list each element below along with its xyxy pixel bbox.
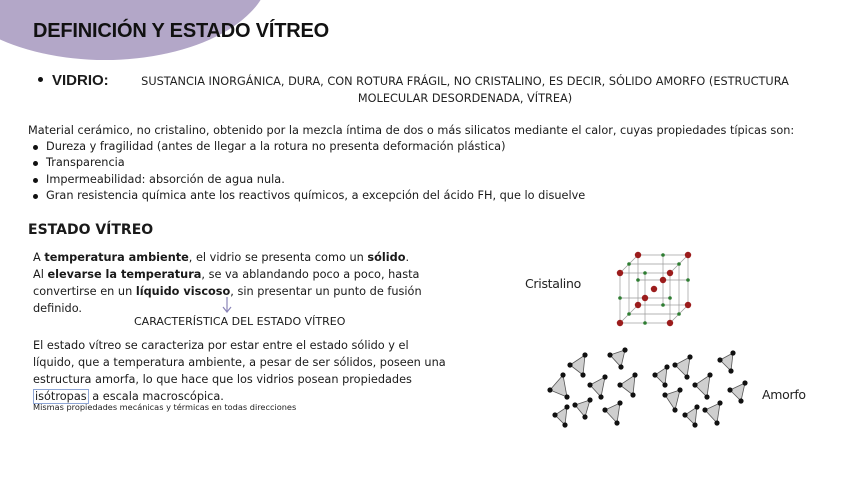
bullet-icon xyxy=(38,77,43,82)
paragraph-temperature: A temperatura ambiente, el vidrio se presenta como un sólido. Al elevarse la temperatura, se va ablandando poco a poco, hasta convertirse en un líquido viscoso, sin presentar un punto de fusión definido. xyxy=(33,251,422,315)
definition-term-label: VIDRIO: xyxy=(52,72,109,89)
section-title: ESTADO VÍTREO xyxy=(28,222,154,238)
amorphous-label: Amorfo xyxy=(762,387,806,402)
definition-text: SUSTANCIA INORGÁNICA, DURA, CON ROTURA FRÁGIL, NO CRISTALINO, ES DECIR, SÓLIDO AMORFO (ESTRUCTURA MOLECULAR DESORDENADA, VÍTREA) xyxy=(141,75,789,105)
definition-term xyxy=(38,72,109,89)
list-item: Transparencia xyxy=(32,155,585,171)
paragraph-vitreo: El estado vítreo se caracteriza por estar entre el estado sólido y el líquido, que a temperatura ambiente, a pesar de ser sólidos, poseen una estructura amorfa, lo que hace que los vidrios posean propiedades isótropas a escala macroscópica. xyxy=(33,339,446,403)
list-item: Gran resistencia química ante los reactivos químicos, a excepción del ácido FH, que lo disuelve xyxy=(32,188,585,204)
amorphous-structure-image xyxy=(535,335,760,430)
intro-text: Material cerámico, no cristalino, obtenido por la mezcla íntima de dos o más silicatos mediante el calor, cuyas propiedades típicas son: xyxy=(28,124,795,137)
list-item: Dureza y fragilidad (antes de llegar a la rotura no presenta deformación plástica) xyxy=(32,139,585,155)
caracteristica-heading: CARACTERÍSTICA DEL ESTADO VÍTREO xyxy=(134,315,346,328)
list-item: Impermeabilidad: absorción de agua nula. xyxy=(32,172,585,188)
crystalline-label: Cristalino xyxy=(525,276,581,291)
crystalline-structure-image xyxy=(600,245,700,330)
isotropy-note: Mismas propiedades mecánicas y térmicas en todas direcciones xyxy=(33,402,297,412)
arrow-down-icon xyxy=(222,297,232,313)
properties-list xyxy=(32,139,585,205)
isotropas-highlight: isótropas xyxy=(35,390,87,403)
page-title: DEFINICIÓN Y ESTADO VÍTREO xyxy=(33,20,329,42)
